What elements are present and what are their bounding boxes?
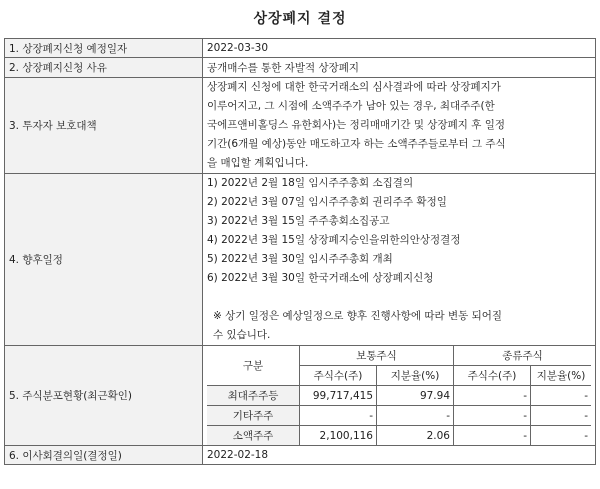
row-investor-protection: [5, 78, 596, 174]
protection-line: 기간(6개월 예상)동안 매도하고자 하는 소액주주들로부터 그 주식: [207, 138, 506, 150]
label-schedule: 4. 향후일정: [5, 174, 203, 346]
share-distribution-table: [207, 346, 591, 445]
value-delisting-date: 2022-03-30: [203, 39, 596, 58]
label-share-distribution: 5. 주식분포현황(최근확인): [5, 346, 203, 446]
header-pref-ratio: 지분율(%): [531, 366, 592, 386]
schedule-item: 4) 2022년 3월 15일 상장폐지승인을위한의안상정결정: [207, 234, 461, 246]
pref-shares: -: [454, 426, 531, 446]
schedule-item: 3) 2022년 3월 15일 주주총회소집공고: [207, 215, 390, 227]
value-delisting-reason: 공개매수를 통한 자발적 상장폐지: [203, 58, 596, 78]
header-preferred-stock: 종류주식: [454, 346, 592, 366]
pref-ratio: -: [531, 406, 592, 426]
schedule-item: 2) 2022년 3월 07일 임시주주총회 권리주주 확정일: [207, 196, 447, 208]
share-header-row: [207, 346, 591, 366]
row-delisting-reason: [5, 58, 596, 78]
common-ratio: -: [377, 406, 454, 426]
schedule-note-line: ※ 상기 일정은 예상일정으로 향후 진행사항에 따라 변동 되어질: [213, 310, 503, 322]
common-shares: 99,717,415: [300, 386, 377, 406]
value-board-resolution-date: 2022-02-18: [203, 446, 596, 465]
schedule-note: [207, 307, 591, 345]
header-pref-shares: 주식수(주): [454, 366, 531, 386]
common-ratio: 97.94: [377, 386, 454, 406]
value-schedule: [203, 174, 596, 346]
schedule-item: 6) 2022년 3월 30일 한국거래소에 상장폐지신청: [207, 272, 434, 284]
protection-line: 이루어지고, 그 시점에 소액주주가 남아 있는 경우, 최대주주(한: [207, 100, 495, 112]
row-board-resolution-date: [5, 446, 596, 465]
document-title: 상장폐지 결정: [253, 11, 347, 27]
table-row: [207, 426, 591, 446]
header-category: 구분: [207, 346, 300, 386]
label-delisting-reason: 2. 상장폐지신청 사유: [5, 58, 203, 78]
value-investor-protection: [203, 78, 596, 174]
holder-name: 최대주주등: [207, 386, 300, 406]
protection-line: 을 매입할 계획입니다.: [207, 157, 309, 169]
common-ratio: 2.06: [377, 426, 454, 446]
label-delisting-date: 1. 상장폐지신청 예정일자: [5, 39, 203, 58]
row-delisting-date: [5, 39, 596, 58]
share-distribution-cell: [203, 346, 596, 446]
common-shares: 2,100,116: [300, 426, 377, 446]
header-common-shares: 주식수(주): [300, 366, 377, 386]
label-investor-protection: 3. 투자자 보호대책: [5, 78, 203, 174]
schedule-note-line: 수 있습니다.: [213, 329, 271, 341]
pref-ratio: -: [531, 386, 592, 406]
protection-line: 상장폐지 신청에 대한 한국거래소의 심사결과에 따라 상장폐지가: [207, 81, 501, 93]
header-common-stock: 보통주식: [300, 346, 454, 366]
common-shares: -: [300, 406, 377, 426]
table-row: [207, 406, 591, 426]
label-board-resolution-date: 6. 이사회결의일(결정일): [5, 446, 203, 465]
schedule-item: 5) 2022년 3월 30일 임시주주총회 개최: [207, 253, 393, 265]
pref-ratio: -: [531, 426, 592, 446]
header-common-ratio: 지분율(%): [377, 366, 454, 386]
pref-shares: -: [454, 386, 531, 406]
row-share-distribution: [5, 346, 596, 446]
delisting-decision-table: [4, 38, 596, 465]
row-schedule: [5, 174, 596, 346]
holder-name: 기타주주: [207, 406, 300, 426]
protection-line: 국에프앤비홀딩스 유한회사)는 정리매매기간 및 상장폐지 후 일정: [207, 119, 505, 131]
table-row: [207, 386, 591, 406]
schedule-item: 1) 2022년 2월 18일 임시주주총회 소집결의: [207, 177, 414, 189]
holder-name: 소액주주: [207, 426, 300, 446]
pref-shares: -: [454, 406, 531, 426]
